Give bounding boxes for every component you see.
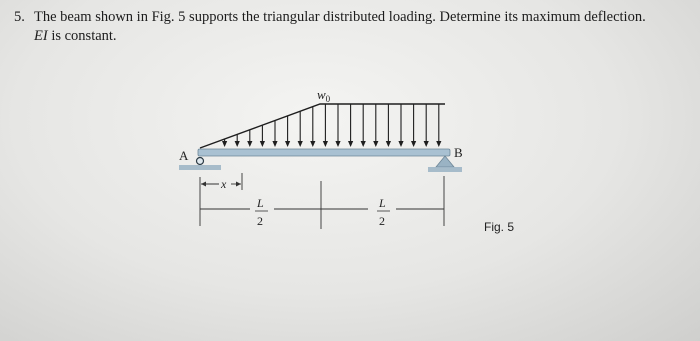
- load-arrow-head: [222, 141, 227, 147]
- load-arrow-head: [411, 141, 416, 147]
- problem-text-line-1: The beam shown in Fig. 5 supports the triangular distributed loading. Determine its maximum deflection.: [34, 9, 646, 25]
- half-span-left: [255, 196, 268, 228]
- load-arrow-head: [398, 141, 403, 147]
- ei-symbol: EI: [34, 28, 48, 44]
- support-b-label: B: [454, 145, 463, 160]
- load-arrow-head: [310, 141, 315, 147]
- load-arrow-head: [247, 141, 252, 147]
- load-arrow-head: [260, 141, 265, 147]
- figure-caption: Fig. 5: [484, 220, 515, 234]
- half-span-right-den: 2: [379, 214, 385, 228]
- load-arrows: [222, 104, 441, 147]
- load-arrow-head: [323, 141, 328, 147]
- load-arrow-head: [298, 141, 303, 147]
- load-arrow-head: [272, 141, 277, 147]
- problem-text-line-2: is constant.: [47, 28, 117, 44]
- support-a-label: A: [179, 148, 189, 163]
- x-label: x: [221, 177, 227, 191]
- half-span-left-num: L: [257, 196, 264, 210]
- load-arrow-head: [373, 141, 378, 147]
- load-arrow-head: [335, 141, 340, 147]
- load-arrow-head: [424, 141, 429, 147]
- load-arrow-head: [361, 141, 366, 147]
- beam: [198, 149, 450, 156]
- load-label: $w_0$: [317, 87, 331, 104]
- load-arrow-head: [436, 141, 441, 147]
- half-span-right: [377, 196, 390, 228]
- half-span-right-num: L: [379, 196, 386, 210]
- problem-number: 5.: [14, 9, 25, 25]
- half-span-left-den: 2: [257, 214, 263, 228]
- load-arrow-head: [235, 141, 240, 147]
- load-arrow-head: [386, 141, 391, 147]
- load-arrow-head: [348, 141, 353, 147]
- load-arrow-head: [285, 141, 290, 147]
- dimension-lines: [200, 173, 444, 229]
